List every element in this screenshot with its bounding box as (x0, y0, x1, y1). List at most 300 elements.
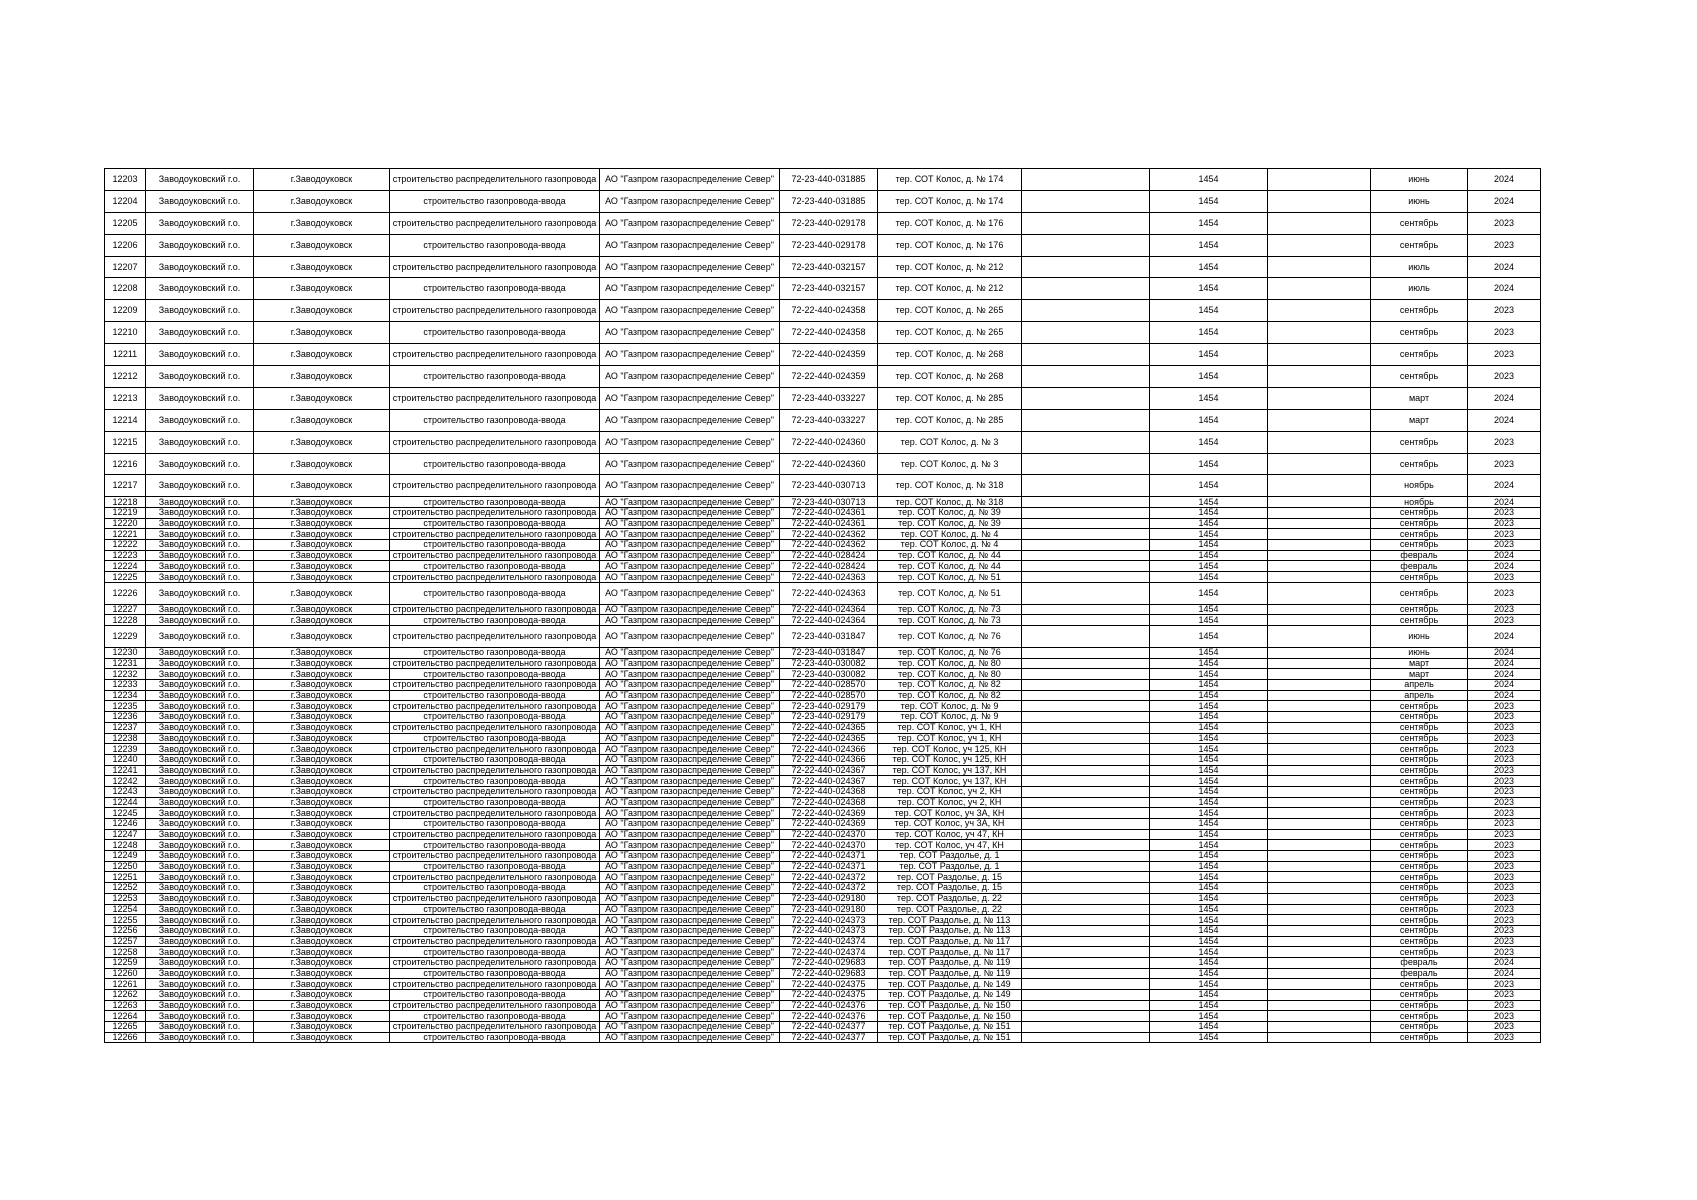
empty-cell (1268, 765, 1371, 776)
district-cell: Заводоуковский г.о. (146, 561, 254, 572)
row-number-cell: 12264 (105, 1011, 146, 1022)
address-cell: тер. СОТ Колос, д. № 51 (878, 582, 1022, 604)
value-cell: 1454 (1150, 604, 1268, 615)
row-number-cell: 12204 (105, 190, 146, 212)
address-cell: тер. СОТ Колос, д. № 39 (878, 508, 1022, 519)
value-cell: 1454 (1150, 765, 1268, 776)
work-type-cell: строительство распределительного газопровода (390, 829, 600, 840)
table-row (105, 840, 1541, 851)
empty-cell (1268, 701, 1371, 712)
empty-cell (1022, 322, 1150, 344)
empty-cell (1268, 936, 1371, 947)
town-cell: г.Заводоуковск (254, 915, 390, 926)
application-code-cell: 72-22-440-024377 (780, 1022, 878, 1033)
year-cell: 2024 (1468, 409, 1541, 431)
work-type-cell: строительство газопровода-ввода (390, 968, 600, 979)
empty-cell (1022, 669, 1150, 680)
row-number-cell: 12225 (105, 572, 146, 583)
empty-cell (1268, 550, 1371, 561)
year-cell: 2023 (1468, 754, 1541, 765)
application-code-cell: 72-23-440-032157 (780, 256, 878, 278)
value-cell: 1454 (1150, 861, 1268, 872)
organization-cell: АО "Газпром газораспределение Север" (600, 957, 780, 968)
address-cell: тер. СОТ Колос, д. № 76 (878, 626, 1022, 648)
work-type-cell: строительство распределительного газопровода (390, 1022, 600, 1033)
empty-cell (1022, 604, 1150, 615)
work-type-cell: строительство газопровода-ввода (390, 797, 600, 808)
table-row (105, 658, 1541, 669)
district-cell: Заводоуковский г.о. (146, 840, 254, 851)
address-cell: тер. СОТ Колос, уч 2, КН (878, 797, 1022, 808)
empty-cell (1268, 431, 1371, 453)
row-number-cell: 12255 (105, 915, 146, 926)
town-cell: г.Заводоуковск (254, 733, 390, 744)
table-row (105, 550, 1541, 561)
work-type-cell: строительство распределительного газопровода (390, 431, 600, 453)
organization-cell: АО "Газпром газораспределение Север" (600, 893, 780, 904)
value-cell: 1454 (1150, 690, 1268, 701)
district-cell: Заводоуковский г.о. (146, 733, 254, 744)
organization-cell: АО "Газпром газораспределение Север" (600, 829, 780, 840)
empty-cell (1268, 322, 1371, 344)
year-cell: 2024 (1468, 561, 1541, 572)
row-number-cell: 12237 (105, 722, 146, 733)
value-cell: 1454 (1150, 658, 1268, 669)
month-cell: сентябрь (1371, 819, 1468, 830)
empty-cell (1022, 829, 1150, 840)
district-cell: Заводоуковский г.о. (146, 604, 254, 615)
address-cell: тер. СОТ Колос, д. № 80 (878, 658, 1022, 669)
table-row (105, 936, 1541, 947)
empty-cell (1268, 572, 1371, 583)
town-cell: г.Заводоуковск (254, 797, 390, 808)
table-row (105, 968, 1541, 979)
empty-cell (1022, 904, 1150, 915)
table-row (105, 300, 1541, 322)
month-cell: сентябрь (1371, 861, 1468, 872)
table-row (105, 387, 1541, 409)
month-cell: февраль (1371, 968, 1468, 979)
town-cell: г.Заводоуковск (254, 344, 390, 366)
town-cell: г.Заводоуковск (254, 409, 390, 431)
town-cell: г.Заводоуковск (254, 234, 390, 256)
district-cell: Заводоуковский г.о. (146, 819, 254, 830)
year-cell: 2023 (1468, 518, 1541, 529)
empty-cell (1268, 1000, 1371, 1011)
year-cell: 2023 (1468, 744, 1541, 755)
address-cell: тер. СОТ Колос, д. № 82 (878, 690, 1022, 701)
empty-cell (1268, 669, 1371, 680)
year-cell: 2023 (1468, 540, 1541, 551)
town-cell: г.Заводоуковск (254, 872, 390, 883)
town-cell: г.Заводоуковск (254, 540, 390, 551)
application-code-cell: 72-22-440-024358 (780, 300, 878, 322)
organization-cell: АО "Газпром газораспределение Север" (600, 300, 780, 322)
town-cell: г.Заводоуковск (254, 497, 390, 508)
application-code-cell: 72-22-440-029683 (780, 957, 878, 968)
work-type-cell: строительство газопровода-ввода (390, 925, 600, 936)
work-type-cell: строительство распределительного газопровода (390, 1000, 600, 1011)
value-cell: 1454 (1150, 712, 1268, 723)
address-cell: тер. СОТ Колос, д. № 318 (878, 497, 1022, 508)
month-cell: сентябрь (1371, 883, 1468, 894)
table-row (105, 872, 1541, 883)
table-row (105, 786, 1541, 797)
row-number-cell: 12259 (105, 957, 146, 968)
table-row (105, 776, 1541, 787)
value-cell: 1454 (1150, 475, 1268, 497)
empty-cell (1268, 808, 1371, 819)
empty-cell (1022, 529, 1150, 540)
town-cell: г.Заводоуковск (254, 680, 390, 691)
application-code-cell: 72-22-440-024376 (780, 1011, 878, 1022)
empty-cell (1268, 733, 1371, 744)
value-cell: 1454 (1150, 344, 1268, 366)
work-type-cell: строительство газопровода-ввода (390, 819, 600, 830)
month-cell: сентябрь (1371, 234, 1468, 256)
row-number-cell: 12208 (105, 278, 146, 300)
month-cell: сентябрь (1371, 582, 1468, 604)
application-code-cell: 72-22-440-024363 (780, 572, 878, 583)
district-cell: Заводоуковский г.о. (146, 508, 254, 519)
row-number-cell: 12266 (105, 1032, 146, 1043)
row-number-cell: 12212 (105, 366, 146, 388)
town-cell: г.Заводоуковск (254, 936, 390, 947)
month-cell: сентябрь (1371, 776, 1468, 787)
empty-cell (1022, 561, 1150, 572)
empty-cell (1022, 572, 1150, 583)
application-code-cell: 72-23-440-029179 (780, 712, 878, 723)
work-type-cell: строительство газопровода-ввода (390, 582, 600, 604)
organization-cell: АО "Газпром газораспределение Север" (600, 344, 780, 366)
value-cell: 1454 (1150, 322, 1268, 344)
district-cell: Заводоуковский г.о. (146, 256, 254, 278)
month-cell: июнь (1371, 648, 1468, 659)
work-type-cell: строительство распределительного газопровода (390, 508, 600, 519)
district-cell: Заводоуковский г.о. (146, 387, 254, 409)
work-type-cell: строительство распределительного газопровода (390, 957, 600, 968)
address-cell: тер. СОТ Раздолье, д. № 151 (878, 1022, 1022, 1033)
organization-cell: АО "Газпром газораспределение Север" (600, 765, 780, 776)
town-cell: г.Заводоуковск (254, 690, 390, 701)
address-cell: тер. СОТ Колос, д. № 76 (878, 648, 1022, 659)
town-cell: г.Заводоуковск (254, 893, 390, 904)
work-type-cell: строительство распределительного газопровода (390, 701, 600, 712)
empty-cell (1268, 990, 1371, 1001)
row-number-cell: 12243 (105, 786, 146, 797)
town-cell: г.Заводоуковск (254, 169, 390, 191)
town-cell: г.Заводоуковск (254, 300, 390, 322)
empty-cell (1268, 344, 1371, 366)
work-type-cell: строительство распределительного газопровода (390, 680, 600, 691)
value-cell: 1454 (1150, 1022, 1268, 1033)
row-number-cell: 12221 (105, 529, 146, 540)
value-cell: 1454 (1150, 883, 1268, 894)
address-cell: тер. СОТ Колос, уч 137, КН (878, 776, 1022, 787)
month-cell: сентябрь (1371, 529, 1468, 540)
table-row (105, 744, 1541, 755)
town-cell: г.Заводоуковск (254, 1000, 390, 1011)
address-cell: тер. СОТ Раздолье, д. № 151 (878, 1032, 1022, 1043)
address-cell: тер. СОТ Колос, уч 3А, КН (878, 808, 1022, 819)
application-code-cell: 72-22-440-024360 (780, 431, 878, 453)
row-number-cell: 12256 (105, 925, 146, 936)
organization-cell: АО "Газпром газораспределение Север" (600, 722, 780, 733)
organization-cell: АО "Газпром газораспределение Север" (600, 968, 780, 979)
table-row (105, 712, 1541, 723)
organization-cell: АО "Газпром газораспределение Север" (600, 572, 780, 583)
empty-cell (1022, 979, 1150, 990)
row-number-cell: 12209 (105, 300, 146, 322)
row-number-cell: 12240 (105, 754, 146, 765)
town-cell: г.Заводоуковск (254, 518, 390, 529)
application-code-cell: 72-22-440-024363 (780, 582, 878, 604)
month-cell: сентябрь (1371, 1000, 1468, 1011)
value-cell: 1454 (1150, 851, 1268, 862)
month-cell: сентябрь (1371, 840, 1468, 851)
work-type-cell: строительство газопровода-ввода (390, 615, 600, 626)
month-cell: февраль (1371, 561, 1468, 572)
month-cell: сентябрь (1371, 322, 1468, 344)
empty-cell (1268, 968, 1371, 979)
organization-cell: АО "Газпром газораспределение Север" (600, 453, 780, 475)
work-type-cell: строительство распределительного газопровода (390, 387, 600, 409)
town-cell: г.Заводоуковск (254, 387, 390, 409)
town-cell: г.Заводоуковск (254, 278, 390, 300)
town-cell: г.Заводоуковск (254, 968, 390, 979)
town-cell: г.Заводоуковск (254, 190, 390, 212)
organization-cell: АО "Газпром газораспределение Север" (600, 979, 780, 990)
row-number-cell: 12213 (105, 387, 146, 409)
value-cell: 1454 (1150, 797, 1268, 808)
value-cell: 1454 (1150, 840, 1268, 851)
year-cell: 2023 (1468, 947, 1541, 958)
empty-cell (1268, 776, 1371, 787)
organization-cell: АО "Газпром газораспределение Север" (600, 819, 780, 830)
value-cell: 1454 (1150, 669, 1268, 680)
district-cell: Заводоуковский г.о. (146, 234, 254, 256)
month-cell: сентябрь (1371, 212, 1468, 234)
town-cell: г.Заводоуковск (254, 561, 390, 572)
year-cell: 2023 (1468, 893, 1541, 904)
work-type-cell: строительство распределительного газопровода (390, 808, 600, 819)
district-cell: Заводоуковский г.о. (146, 893, 254, 904)
table-row (105, 722, 1541, 733)
address-cell: тер. СОТ Колос, д. № 73 (878, 615, 1022, 626)
empty-cell (1268, 453, 1371, 475)
work-type-cell: строительство газопровода-ввода (390, 278, 600, 300)
value-cell: 1454 (1150, 615, 1268, 626)
month-cell: сентябрь (1371, 518, 1468, 529)
empty-cell (1268, 744, 1371, 755)
empty-cell (1022, 754, 1150, 765)
table-row (105, 322, 1541, 344)
value-cell: 1454 (1150, 744, 1268, 755)
district-cell: Заводоуковский г.о. (146, 776, 254, 787)
organization-cell: АО "Газпром газораспределение Север" (600, 475, 780, 497)
empty-cell (1022, 776, 1150, 787)
district-cell: Заводоуковский г.о. (146, 518, 254, 529)
address-cell: тер. СОТ Колос, д. № 265 (878, 300, 1022, 322)
table-row (105, 256, 1541, 278)
work-type-cell: строительство газопровода-ввода (390, 840, 600, 851)
month-cell: ноябрь (1371, 475, 1468, 497)
row-number-cell: 12211 (105, 344, 146, 366)
empty-cell (1268, 712, 1371, 723)
work-type-cell: строительство распределительного газопровода (390, 893, 600, 904)
empty-cell (1022, 626, 1150, 648)
organization-cell: АО "Газпром газораспределение Север" (600, 529, 780, 540)
row-number-cell: 12248 (105, 840, 146, 851)
row-number-cell: 12227 (105, 604, 146, 615)
district-cell: Заводоуковский г.о. (146, 658, 254, 669)
value-cell: 1454 (1150, 915, 1268, 926)
work-type-cell: строительство газопровода-ввода (390, 366, 600, 388)
month-cell: сентябрь (1371, 979, 1468, 990)
empty-cell (1022, 344, 1150, 366)
address-cell: тер. СОТ Колос, д. № 44 (878, 550, 1022, 561)
empty-cell (1268, 409, 1371, 431)
table-row (105, 615, 1541, 626)
value-cell: 1454 (1150, 366, 1268, 388)
work-type-cell: строительство распределительного газопровода (390, 915, 600, 926)
organization-cell: АО "Газпром газораспределение Север" (600, 797, 780, 808)
month-cell: сентябрь (1371, 300, 1468, 322)
district-cell: Заводоуковский г.о. (146, 829, 254, 840)
row-number-cell: 12215 (105, 431, 146, 453)
value-cell: 1454 (1150, 409, 1268, 431)
year-cell: 2023 (1468, 915, 1541, 926)
organization-cell: АО "Газпром газораспределение Север" (600, 561, 780, 572)
row-number-cell: 12214 (105, 409, 146, 431)
value-cell: 1454 (1150, 550, 1268, 561)
application-code-cell: 72-22-440-024374 (780, 947, 878, 958)
month-cell: сентябрь (1371, 744, 1468, 755)
empty-cell (1268, 1032, 1371, 1043)
address-cell: тер. СОТ Колос, д. № 39 (878, 518, 1022, 529)
address-cell: тер. СОТ Раздолье, д. № 119 (878, 957, 1022, 968)
application-code-cell: 72-22-440-024361 (780, 518, 878, 529)
application-code-cell: 72-22-440-024367 (780, 765, 878, 776)
application-code-cell: 72-23-440-030713 (780, 475, 878, 497)
year-cell: 2023 (1468, 925, 1541, 936)
year-cell: 2023 (1468, 453, 1541, 475)
month-cell: сентябрь (1371, 604, 1468, 615)
month-cell: июнь (1371, 190, 1468, 212)
address-cell: тер. СОТ Колос, д. № 174 (878, 169, 1022, 191)
application-code-cell: 72-22-440-024374 (780, 936, 878, 947)
application-code-cell: 72-22-440-024366 (780, 754, 878, 765)
row-number-cell: 12210 (105, 322, 146, 344)
organization-cell: АО "Газпром газораспределение Север" (600, 1011, 780, 1022)
organization-cell: АО "Газпром газораспределение Север" (600, 234, 780, 256)
work-type-cell: строительство распределительного газопровода (390, 529, 600, 540)
month-cell: сентябрь (1371, 733, 1468, 744)
year-cell: 2023 (1468, 701, 1541, 712)
empty-cell (1022, 861, 1150, 872)
application-code-cell: 72-22-440-024370 (780, 840, 878, 851)
value-cell: 1454 (1150, 680, 1268, 691)
empty-cell (1268, 797, 1371, 808)
table-row (105, 344, 1541, 366)
year-cell: 2024 (1468, 256, 1541, 278)
empty-cell (1268, 872, 1371, 883)
empty-cell (1022, 1032, 1150, 1043)
application-code-cell: 72-22-440-024364 (780, 604, 878, 615)
year-cell: 2024 (1468, 497, 1541, 508)
value-cell: 1454 (1150, 990, 1268, 1001)
town-cell: г.Заводоуковск (254, 754, 390, 765)
value-cell: 1454 (1150, 754, 1268, 765)
application-code-cell: 72-22-440-024364 (780, 615, 878, 626)
empty-cell (1268, 278, 1371, 300)
year-cell: 2023 (1468, 212, 1541, 234)
town-cell: г.Заводоуковск (254, 808, 390, 819)
work-type-cell: строительство газопровода-ввода (390, 1032, 600, 1043)
empty-cell (1022, 1011, 1150, 1022)
application-code-cell: 72-23-440-030082 (780, 658, 878, 669)
table-row (105, 957, 1541, 968)
application-code-cell: 72-22-440-024375 (780, 990, 878, 1001)
district-cell: Заводоуковский г.о. (146, 744, 254, 755)
work-type-cell: строительство газопровода-ввода (390, 669, 600, 680)
year-cell: 2023 (1468, 851, 1541, 862)
empty-cell (1022, 1000, 1150, 1011)
table-row (105, 883, 1541, 894)
work-type-cell: строительство распределительного газопровода (390, 722, 600, 733)
empty-cell (1022, 947, 1150, 958)
row-number-cell: 12236 (105, 712, 146, 723)
work-type-cell: строительство газопровода-ввода (390, 733, 600, 744)
table-row (105, 915, 1541, 926)
organization-cell: АО "Газпром газораспределение Север" (600, 883, 780, 894)
row-number-cell: 12229 (105, 626, 146, 648)
work-type-cell: строительство газопровода-ввода (390, 540, 600, 551)
organization-cell: АО "Газпром газораспределение Север" (600, 169, 780, 191)
work-type-cell: строительство газопровода-ввода (390, 904, 600, 915)
empty-cell (1022, 936, 1150, 947)
organization-cell: АО "Газпром газораспределение Север" (600, 936, 780, 947)
organization-cell: АО "Газпром газораспределение Север" (600, 626, 780, 648)
district-cell: Заводоуковский г.о. (146, 957, 254, 968)
row-number-cell: 12203 (105, 169, 146, 191)
table-row (105, 169, 1541, 191)
address-cell: тер. СОТ Колос, уч 137, КН (878, 765, 1022, 776)
year-cell: 2023 (1468, 861, 1541, 872)
empty-cell (1022, 883, 1150, 894)
value-cell: 1454 (1150, 300, 1268, 322)
year-cell: 2023 (1468, 431, 1541, 453)
address-cell: тер. СОТ Раздолье, д. 15 (878, 883, 1022, 894)
year-cell: 2023 (1468, 829, 1541, 840)
district-cell: Заводоуковский г.о. (146, 366, 254, 388)
application-code-cell: 72-22-440-029683 (780, 968, 878, 979)
town-cell: г.Заводоуковск (254, 212, 390, 234)
empty-cell (1022, 278, 1150, 300)
year-cell: 2023 (1468, 883, 1541, 894)
district-cell: Заводоуковский г.о. (146, 851, 254, 862)
empty-cell (1268, 540, 1371, 551)
application-code-cell: 72-22-440-024372 (780, 872, 878, 883)
value-cell: 1454 (1150, 278, 1268, 300)
year-cell: 2023 (1468, 1000, 1541, 1011)
value-cell: 1454 (1150, 733, 1268, 744)
year-cell: 2023 (1468, 776, 1541, 787)
organization-cell: АО "Газпром газораспределение Север" (600, 256, 780, 278)
value-cell: 1454 (1150, 1000, 1268, 1011)
application-code-cell: 72-22-440-024377 (780, 1032, 878, 1043)
empty-cell (1022, 733, 1150, 744)
